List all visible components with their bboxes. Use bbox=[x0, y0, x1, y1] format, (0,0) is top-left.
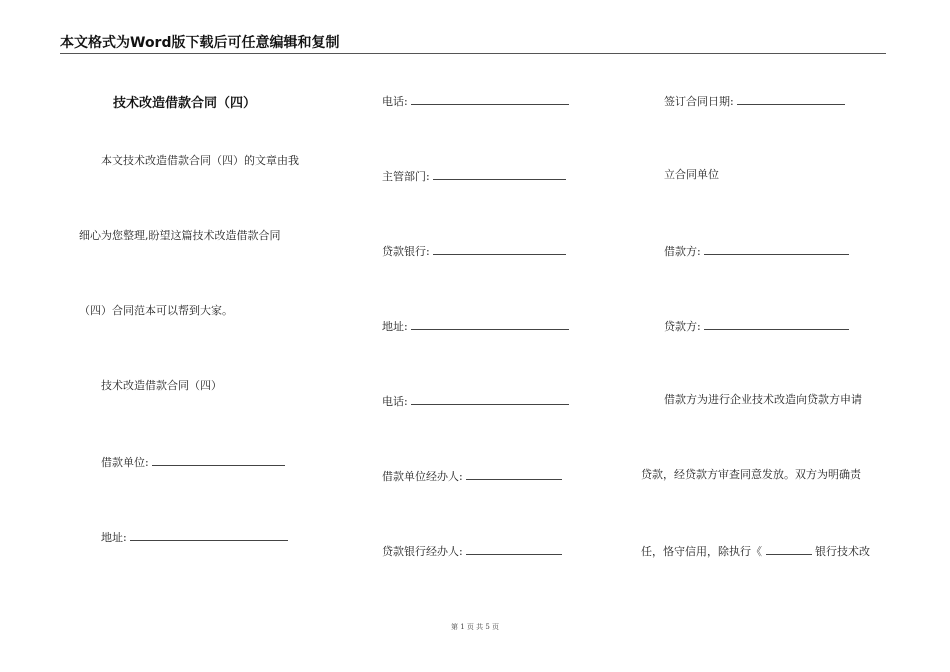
intro-line-1: 本文技术改造借款合同（四）的文章由我 bbox=[101, 154, 299, 167]
field-supervisor-dept bbox=[382, 168, 566, 184]
fill-blank[interactable] bbox=[737, 93, 845, 105]
field-borrower-agent bbox=[382, 468, 562, 484]
fill-blank[interactable] bbox=[411, 393, 569, 405]
document-title: 技术改造借款合同（四） bbox=[113, 96, 257, 111]
field-lender-bank bbox=[382, 243, 566, 259]
field-label: 电话: bbox=[382, 95, 408, 108]
field-label: 地址: bbox=[382, 320, 408, 333]
field-label: 贷款方: bbox=[664, 320, 701, 333]
body-text-a: 任，恪守信用，除执行《 bbox=[641, 545, 762, 558]
field-lender-address bbox=[382, 318, 569, 334]
field-label: 主管部门: bbox=[382, 170, 430, 183]
fill-blank[interactable] bbox=[466, 543, 562, 555]
fill-blank[interactable] bbox=[433, 168, 566, 180]
contract-subtitle: 技术改造借款合同（四） bbox=[101, 379, 222, 392]
field-borrower-address bbox=[101, 529, 288, 545]
fill-blank[interactable] bbox=[766, 543, 812, 555]
fill-blank[interactable] bbox=[466, 468, 562, 480]
fill-blank[interactable] bbox=[433, 243, 566, 255]
field-label: 借款方: bbox=[664, 245, 701, 258]
field-label: 贷款银行经办人: bbox=[382, 545, 463, 558]
fill-blank[interactable] bbox=[130, 529, 288, 541]
field-borrower bbox=[664, 243, 849, 259]
fill-blank[interactable] bbox=[411, 318, 569, 330]
body-line-1: 借款方为进行企业技术改造向贷款方申请 bbox=[664, 393, 862, 406]
field-label: 借款单位经办人: bbox=[382, 470, 463, 483]
fill-blank[interactable] bbox=[704, 243, 849, 255]
field-label: 地址: bbox=[101, 531, 127, 544]
field-phone-2 bbox=[382, 393, 569, 409]
field-label: 贷款银行: bbox=[382, 245, 430, 258]
body-line-3 bbox=[641, 543, 870, 559]
field-lender-agent bbox=[382, 543, 562, 559]
field-sign-date bbox=[664, 93, 845, 109]
field-phone-1 bbox=[382, 93, 569, 109]
body-line-2: 贷款，经贷款方审查同意发放。双方为明确责 bbox=[641, 468, 861, 481]
intro-line-2: 细心为您整理,盼望这篇技术改造借款合同 bbox=[79, 229, 281, 242]
field-borrower-unit bbox=[101, 454, 285, 470]
fill-blank[interactable] bbox=[411, 93, 569, 105]
fill-blank[interactable] bbox=[704, 318, 849, 330]
document-header: 本文格式为Word版下载后可任意编辑和复制 bbox=[60, 34, 886, 54]
fill-blank[interactable] bbox=[152, 454, 285, 466]
intro-line-3: （四）合同范本可以帮到大家。 bbox=[79, 304, 233, 317]
field-label: 电话: bbox=[382, 395, 408, 408]
field-label: 借款单位: bbox=[101, 456, 149, 469]
page-footer: 第 1 页 共 5 页 bbox=[450, 623, 500, 631]
field-label: 签订合同日期: bbox=[664, 95, 734, 108]
contracting-parties-label: 立合同单位 bbox=[664, 168, 719, 181]
field-lender bbox=[664, 318, 849, 334]
body-text-b: 银行技术改 bbox=[815, 545, 870, 558]
